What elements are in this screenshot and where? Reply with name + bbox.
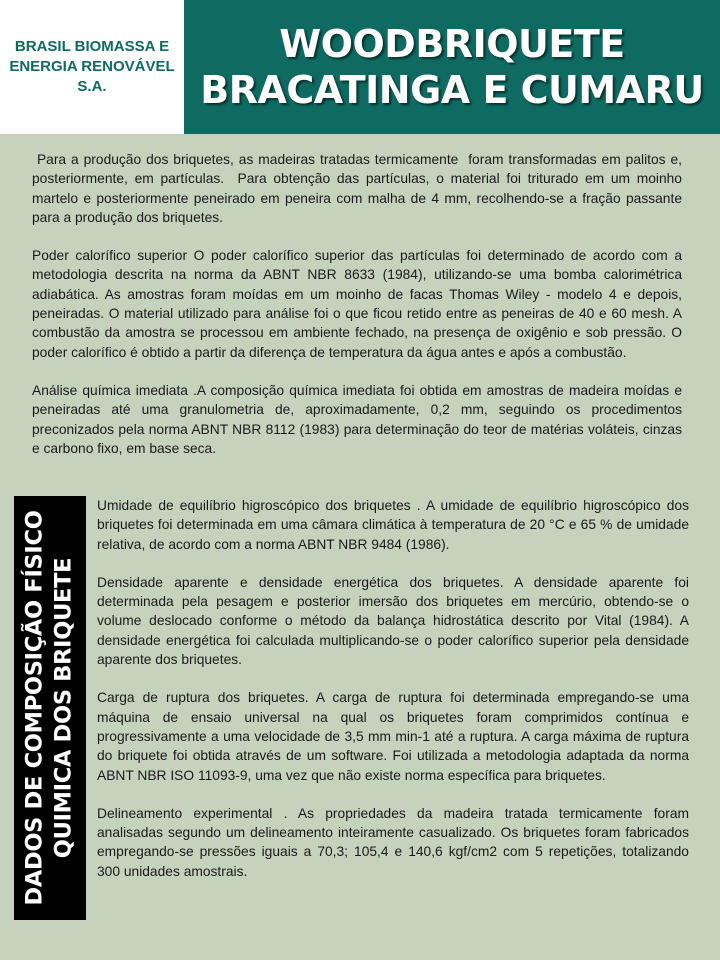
main-paragraph-moisture: Umidade de equilíbrio higroscópico dos briquetes . A umidade de equilíbrio higroscópico dos briquetes foi determinada em uma câmara climática à temperatura de 20 °C e 65 % de umidade relativa, de acordo com a norma ABNT NBR 9484 (1986). bbox=[97, 498, 689, 552]
sidebar-line-2: QUIMICA DOS BRIQUETE bbox=[51, 557, 77, 859]
main-paragraph-density: Densidade aparente e densidade energética dos briquetes. A densidade aparente foi determinada pela pesagem e posterior imersão dos briquetes em mercúrio, obtendo-se o volume deslocado conforme o método da balança hidrostática descrito por Vital (1984). A densidade energética foi calculada multiplicando-se o poder calorífico superior pela densidade aparente dos briquetes. bbox=[97, 574, 689, 668]
intro-section bbox=[32, 150, 686, 477]
title-line-2: BRACATINGA E CUMARU bbox=[200, 68, 704, 112]
intro-paragraph-chemical: Análise química imediata .A composição química imediata foi obtida em amostras de madeira moídas e peneiradas até uma granulometria de, aproximadamente, 0,2 mm, seguindo os procedimentos preconizados pela norma ABNT NBR 8112 (1983) para determinação do teor de matérias voláteis, cinzas e carbono fixo, em base seca. bbox=[32, 382, 682, 456]
intro-paragraph-calorific: Poder calorífico superior O poder calorífico superior das partículas foi determinado de acordo com a metodologia descrita na norma da ABNT NBR 8633 (1984), utilizando-se uma bomba calorimétrica adiabática. As amostras foram moídas em um moinho de facas Thomas Wiley - modelo 4 e depois, peneiradas. O material utilizado para análise foi o que ficou retido entre as peneiras de 40 e 60 mesh. A combustão da amostra se processou em ambiente fechado, na presença de oxigênio e sob pressão. O poder calorífico é obtido a partir da diferença de temperatura da água antes e após a combustão. bbox=[32, 248, 682, 360]
company-logo-box bbox=[0, 0, 184, 134]
sidebar-line-1: DADOS DE COMPOSIÇÃO FÍSICO bbox=[22, 510, 48, 906]
title-line-1: WOODBRIQUETE bbox=[279, 22, 625, 66]
company-name: BRASIL BIOMASSA E ENERGIA RENOVÁVEL S.A. bbox=[9, 38, 175, 95]
title-banner bbox=[184, 0, 720, 134]
sidebar-text bbox=[21, 510, 79, 905]
main-paragraph-rupture: Carga de ruptura dos briquetes. A carga de ruptura foi determinada empregando-se uma máquina de ensaio universal na qual os briquetes foram comprimidos contínua e progressivamente a uma velocidade de 3,5 mm min-1 até a ruptura. A carga máxima de ruptura do briquete foi obtida através de um software. Foi utilizada a metodologia adaptada da norma ABNT NBR ISO 11093-9, uma vez que não existe norma específica para briquetes. bbox=[97, 690, 689, 783]
intro-paragraph-production: Para a produção dos briquetes, as madeiras tratadas termicamente foram transformadas em palitos e, posteriormente, em partículas. Para obtenção das partículas, o material foi triturado em um moinho martelo e posteriormente peneirado em peneira com malha de 4 mm, recolhendo-se a fração passante para a produção dos briquetes. bbox=[32, 152, 686, 225]
sidebar-vertical-label bbox=[14, 496, 86, 920]
main-section bbox=[97, 496, 689, 900]
main-paragraph-experimental: Delineamento experimental . As propriedades da madeira tratada termicamente foram analisadas segundo um delineamento inteiramente casualizado. Os briquetes foram fabricados empregando-se pressões iguais a 70,3; 105,4 e 140,6 kgf/cm2 com 5 repetições, totalizando 300 unidades amostrais. bbox=[97, 805, 689, 879]
